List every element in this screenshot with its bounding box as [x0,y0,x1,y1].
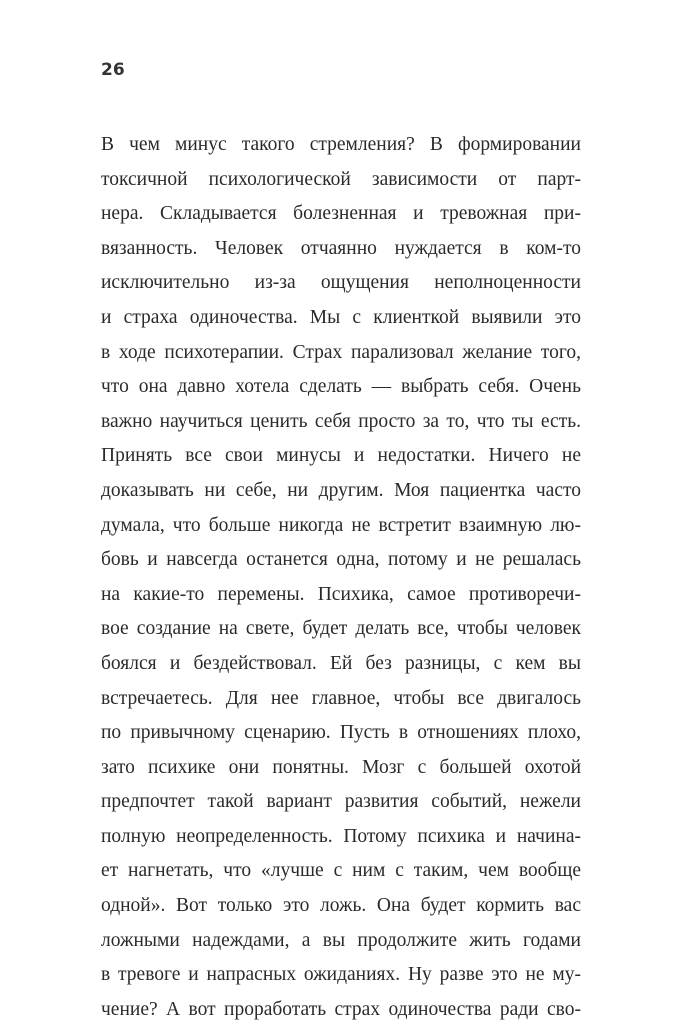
text-line-14: на какие-то перемены. Психика, самое противоречи- [101,583,581,605]
body-text [101,128,581,1027]
text-line-7: в ходе психотерапии. Страх парализовал желание того, [101,341,581,363]
text-line-13: бовь и навсегда останется одна, потому и не решалась [101,549,581,571]
text-line-17: встречаетесь. Для нее главное, чтобы все двигалось [101,687,581,709]
text-line-21: полную неопределенность. Потому психика и начина- [101,825,581,847]
text-line-16: боялся и бездействовал. Ей без разницы, с кем вы [101,652,581,674]
text-line-25: в тревоге и напрасных ожиданиях. Ну разве это не му- [101,964,581,986]
text-line-10: Принять все свои минусы и недостатки. Ничего не [101,445,581,467]
text-line-20: предпочтет такой вариант развития событий, нежели [101,791,581,813]
text-line-4: вязанность. Человек отчаянно нуждается в ком-то [101,237,581,259]
text-line-22: ет нагнетать, что «лучше с ним с таким, чем вообще [101,860,581,882]
text-line-2: токсичной психологической зависимости от парт- [101,168,581,190]
text-line-6: и страха одиночества. Мы с клиенткой выявили это [101,306,581,328]
text-line-19: зато психике они понятны. Мозг с большей охотой [101,756,581,778]
text-line-15: вое создание на свете, будет делать все, чтобы человек [101,618,581,640]
text-line-23: одной». Вот только это ложь. Она будет кормить вас [101,895,581,917]
text-line-24: ложными надеждами, а вы продолжите жить годами [101,929,581,951]
text-line-5: исключительно из-за ощущения неполноценности [101,272,581,294]
text-line-12: думала, что больше никогда не встретит взаимную лю- [101,514,581,536]
text-line-11: доказывать ни себе, ни другим. Моя пациентка часто [101,479,581,501]
text-line-26: чение? А вот проработать страх одиночества ради сво- [101,998,581,1020]
text-line-8: что она давно хотела сделать — выбрать себя. Очень [101,376,581,398]
text-line-1: В чем минус такого стремления? В формировании [101,134,581,155]
text-line-3: нера. Складывается болезненная и тревожная при- [101,203,581,225]
text-line-18: по привычному сценарию. Пусть в отношениях плохо, [101,722,581,744]
page-number: 26 [101,60,125,80]
text-line-9: важно научиться ценить себя просто за то, что ты есть. [101,410,581,432]
